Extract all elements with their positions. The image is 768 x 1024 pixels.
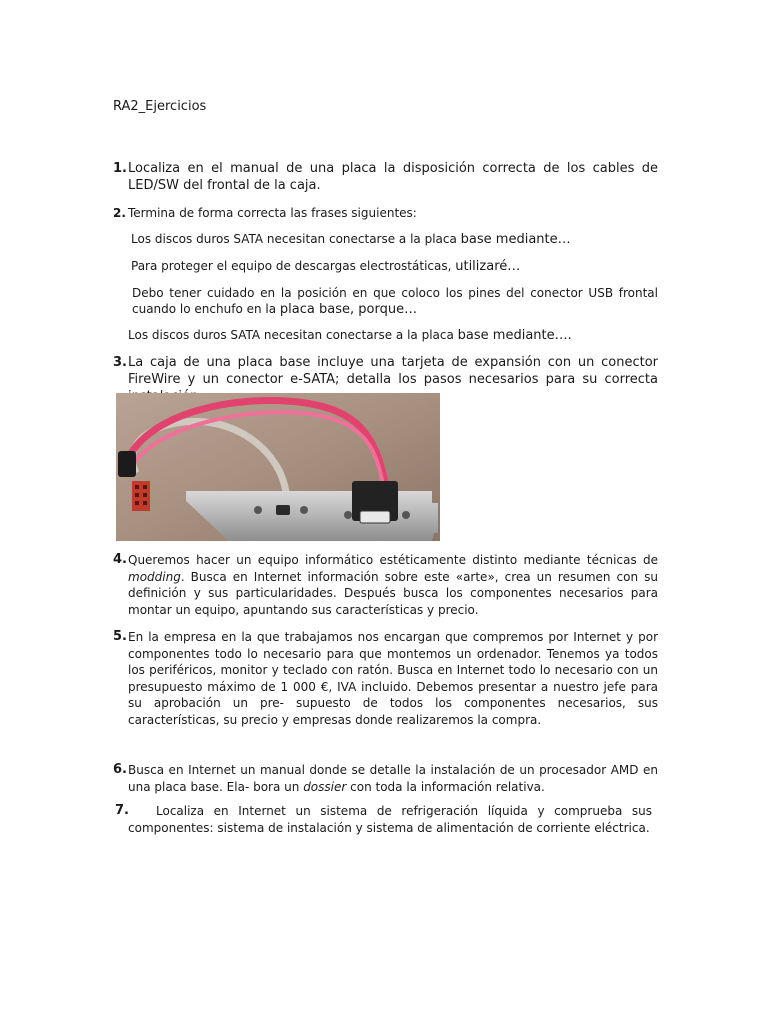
exercise-1 [113, 160, 658, 194]
exercise-text: Localiza en Internet un sistema de refrigeración líquida y comprueba sus componentes: sistema de instalación y sistema de alimentación de corriente eléctrica. [128, 804, 652, 835]
exercise-text: Queremos hacer un equipo informático estéticamente distinto mediante técnicas de [128, 553, 658, 567]
exercise-text: Termina de forma correcta las frases siguientes: [128, 206, 417, 220]
sentence-end: utilizaré… [455, 259, 521, 274]
sentence-start: Los discos duros SATA necesitan conectarse a la placa [128, 328, 458, 342]
exercise-number: 6. [113, 762, 127, 777]
exercise-text: Localiza en el manual de una placa la disposición correcta de los cables de LED/SW del frontal de la caja. [128, 161, 658, 193]
sentence-1 [131, 231, 651, 248]
exercise-number: 7. [115, 803, 129, 818]
expansion-card-photo [116, 393, 440, 541]
exercise-number: 2. [113, 206, 126, 220]
exercise-text-cont: con toda la información relativa. [346, 779, 545, 794]
exercise-7 [115, 803, 652, 836]
exercise-text: La caja de una placa base incluye una tarjeta de expansión con un conector FireWire y un conector e-SATA; detalla los pasos necesarios para su correcta [128, 355, 658, 387]
sentence-4 [128, 327, 658, 344]
exercise-emphasis: modding [128, 569, 181, 584]
document-title: RA2_Ejercicios [113, 99, 207, 114]
exercise-text-cont: . Busca en Internet información sobre este «arte», crea un resumen con su definición y sus particularidades. Después busca los componentes necesarios para montar un equipo, apuntando sus características y precio. [128, 569, 658, 617]
exercise-6 [113, 762, 658, 795]
sentence-end: placa base, porque… [279, 302, 418, 317]
exercise-text: Busca en Internet un manual donde se detalle la instalación de un procesador AMD en una placa base. Ela- bora un [128, 763, 658, 794]
sentence-start: Los discos duros SATA necesitan conectarse a la placa [131, 232, 461, 246]
exercise-number: 3. [113, 355, 127, 370]
sentence-start: Debo tener cuidado en la posición en que coloco los pines del conector USB frontal cuando lo enchufo en la [132, 286, 658, 316]
sentence-2 [131, 258, 651, 275]
exercise-text: En la empresa en la que trabajamos nos encargan que compremos por Internet y por componentes todo lo necesario para que montemos un ordenador. Tenemos ya todos los periféricos, monitor y teclado con ratón. Busca en Internet todo lo necesario con un presupuesto máximo de 1 000 €, IVA incluido. Debemos presentar a nuestro jefe para su aprobación un pre- supuesto de todos los componentes necesarios, sus características, su precio y empresas donde realizaremos la compra. [128, 630, 658, 727]
exercise-4 [113, 552, 658, 618]
exercise-5 [113, 629, 658, 728]
sentence-start: Para proteger el equipo de descargas electrostáticas, [131, 259, 456, 273]
exercise-emphasis: dossier [303, 779, 347, 794]
sentence-3 [132, 285, 658, 318]
sentence-end: base mediante… [460, 232, 571, 247]
exercise-2 [113, 205, 658, 222]
exercise-number: 4. [113, 552, 127, 567]
exercise-number: 1. [113, 161, 127, 176]
exercise-number: 5. [113, 629, 127, 644]
sentence-end: base mediante…. [457, 328, 572, 343]
